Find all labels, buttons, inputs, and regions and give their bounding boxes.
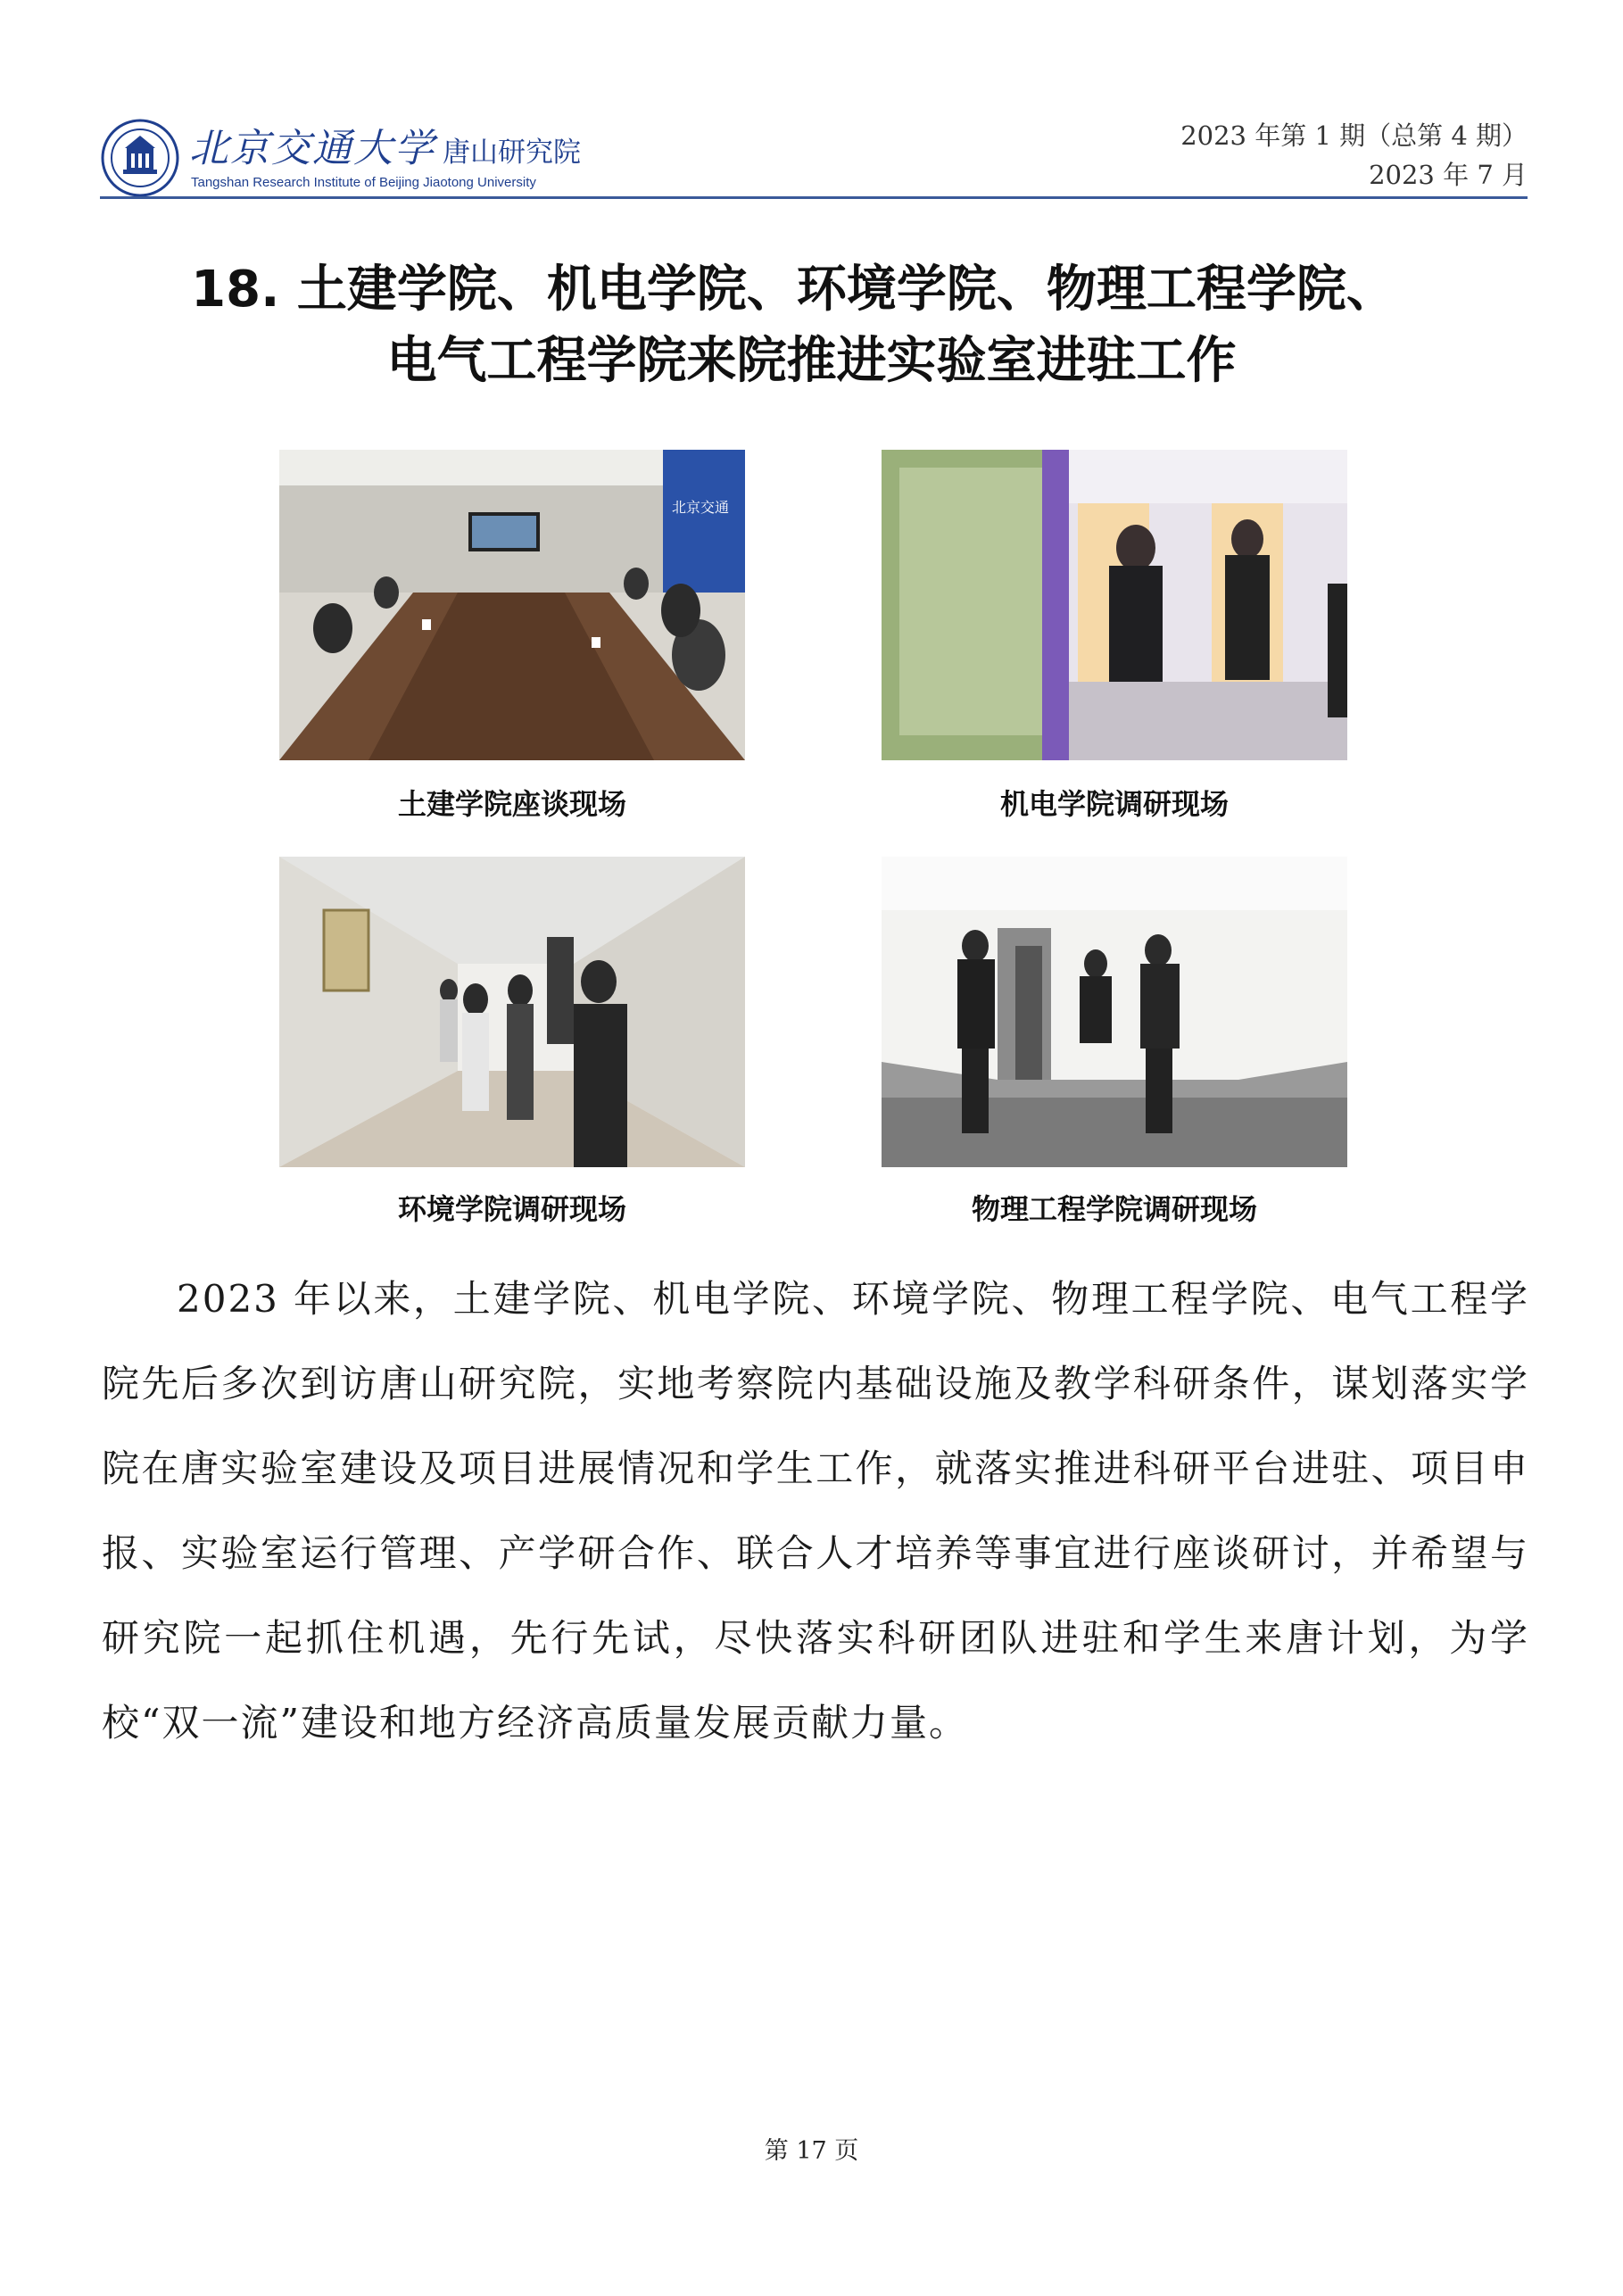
svg-text:北京交通: 北京交通: [672, 499, 730, 516]
photo-environment-school-visit: [279, 857, 745, 1167]
issue-number: 2023 年第 1 期（总第 4 期）: [1180, 120, 1528, 151]
logo-university-name: 北京交通大学: [189, 126, 435, 171]
photo-caption-2: 机电学院调研现场: [999, 787, 1229, 821]
page-number: 第 17 页: [764, 2137, 859, 2165]
photo-caption-4: 物理工程学院调研现场: [971, 1192, 1257, 1226]
header-divider: [100, 196, 1528, 199]
page-header: [100, 105, 1528, 203]
logo-text: [189, 116, 581, 190]
logo-english-name: Tangshan Research Institute of Beijing Jiaotong University: [191, 175, 536, 190]
photo-mechanical-engineering-visit: [882, 450, 1347, 760]
photo-caption-3: 环境学院调研现场: [397, 1192, 626, 1226]
university-seal-icon: [100, 118, 180, 198]
title-line-1: 18. 土建学院、机电学院、环境学院、物理工程学院、: [191, 261, 1396, 319]
article-body: 2023 年以来，土建学院、机电学院、环境学院、物理工程学院、电气工程学院先后多次到访唐山研究院，实地考察院内基础设施及教学科研条件，谋划落实学院在唐实验室建设及项目进展情况和学生工作，就落实推进科研平台进驻、项目申报、实验室运行管理、产学研合作、联合人才培养等事宜进行座谈研讨，并希望与研究院一起抓住机遇，先行先试，尽快落实科研团队进驻和学生来唐计划，为学校“双一流”建设和地方经济高质量发展贡献力量。: [102, 1277, 1529, 1745]
photo-physics-school-visit: [882, 857, 1347, 1167]
issue-date: 2023 年 7 月: [1369, 160, 1528, 190]
issue-info: [1180, 116, 1528, 195]
article-title: [0, 254, 1623, 397]
photo-caption-1: 土建学院座谈现场: [397, 787, 626, 821]
title-line-2: 电气工程学院来院推进实验室进驻工作: [386, 332, 1237, 390]
photo-civil-engineering-meeting: [279, 450, 745, 760]
logo-institute-name: 唐山研究院: [443, 137, 581, 169]
